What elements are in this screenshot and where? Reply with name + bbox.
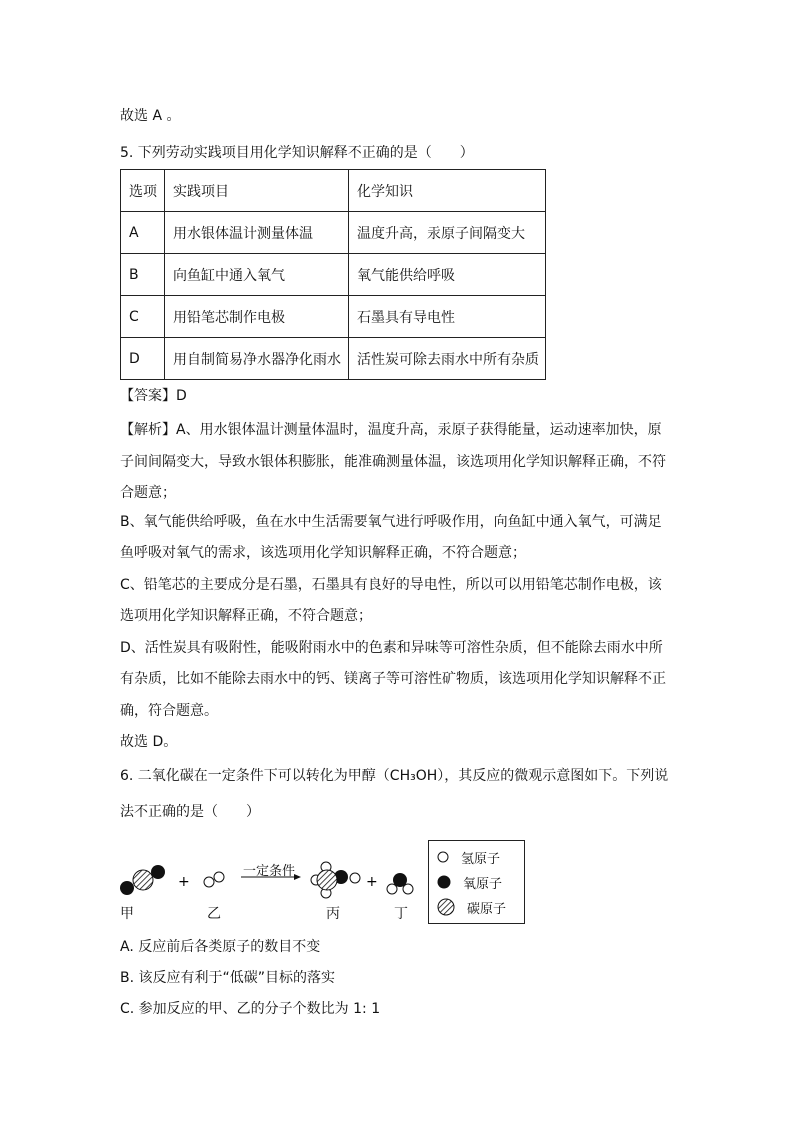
oxygen-atom-icon [437, 875, 451, 889]
analysis-line: 鱼呼吸对氧气的需求，该选项用化学知识解释正确，不符合题意； [120, 545, 526, 561]
question-6-option-a: A. 反应前后各类原子的数目不变 [120, 939, 321, 955]
molecule-label-yi: 乙 [207, 906, 221, 922]
analysis-line: 有杂质，比如不能除去雨水中的钙、镁离子等可溶性矿物质，该选项用化学知识解释不正 [120, 671, 666, 687]
legend-label: 氧原子 [463, 876, 503, 892]
table-cell: 温度升高，汞原子间隔变大 [349, 212, 546, 254]
analysis-line: 确，符合题意。 [120, 703, 218, 719]
analysis-line: 选项用化学知识解释正确，不符合题意； [120, 608, 372, 624]
table-cell: 石墨具有导电性 [349, 296, 546, 338]
legend-item-carbon [437, 897, 506, 917]
molecule-label-ding: 丁 [394, 906, 408, 922]
table-cell: 向鱼缸中通入氧气 [165, 254, 349, 296]
reaction-diagram [115, 840, 425, 930]
question-6-option-b: B. 该反应有利于“低碳”目标的落实 [120, 970, 336, 986]
table-cell: D [121, 338, 165, 380]
question-6-stem-line-2: 法不正确的是（ ） [120, 804, 260, 820]
legend-label: 氢原子 [461, 851, 501, 867]
analysis-line: D、活性炭具有吸附性，能吸附雨水中的色素和异味等可溶性杂质，但不能除去雨水中所 [120, 640, 663, 656]
question-6-stem-line-1: 6. 二氧化碳在一定条件下可以转化为甲醇（CH₃OH），其反应的微观示意图如下。下列说 [120, 768, 669, 784]
hydrogen-atom-icon [437, 851, 449, 863]
plus-sign: + [366, 874, 378, 890]
table-cell: A [121, 212, 165, 254]
analysis-line: 子间间隔变大，导致水银体积膨胀，能准确测量体温，该选项用化学知识解释正确，不符 [120, 454, 666, 470]
table-cell: 用自制简易净水器净化雨水 [165, 338, 349, 380]
h2-molecule [204, 872, 224, 887]
table-cell: 用铅笔芯制作电极 [165, 296, 349, 338]
question-5-stem: 5. 下列劳动实践项目用化学知识解释不正确的是（ ） [120, 145, 474, 161]
carbon-atom-icon [437, 898, 455, 916]
table-cell: 氧气能供给呼吸 [349, 254, 546, 296]
question-5-conclusion: 故选 D。 [120, 734, 178, 750]
table-cell: B [121, 254, 165, 296]
question-6-option-c: C. 参加反应的甲、乙的分子个数比为 1: 1 [120, 1001, 381, 1017]
table-header-cell: 选项 [121, 170, 165, 212]
plus-sign: + [178, 874, 190, 890]
question-5-options-table [120, 169, 546, 380]
h2o-molecule [387, 873, 413, 894]
analysis-label: 【解析】 [120, 422, 176, 438]
table-header-row [121, 170, 546, 212]
table-header-cell: 化学知识 [349, 170, 546, 212]
legend-item-oxygen [437, 872, 502, 892]
legend-label: 碳原子 [467, 901, 507, 917]
table-cell: C [121, 296, 165, 338]
table-row [121, 254, 546, 296]
question-5-answer: 【答案】D [120, 388, 187, 404]
analysis-line [120, 420, 662, 440]
previous-answer-conclusion: 故选 A 。 [120, 108, 181, 124]
table-header-cell: 实践项目 [165, 170, 349, 212]
ch3oh-molecule [311, 862, 360, 898]
legend-item-hydrogen [437, 847, 500, 867]
analysis-line: C、铅笔芯的主要成分是石墨，石墨具有良好的导电性，所以可以用铅笔芯制作电极，该 [120, 577, 662, 593]
molecule-label-bing: 丙 [326, 906, 340, 922]
arrow-condition-label: 一定条件 [243, 864, 296, 879]
table-cell: 活性炭可除去雨水中所有杂质 [349, 338, 546, 380]
table-row [121, 296, 546, 338]
analysis-line: B、氧气能供给呼吸，鱼在水中生活需要氧气进行呼吸作用，向鱼缸中通入氧气，可满足 [120, 514, 662, 530]
co2-molecule [120, 865, 165, 895]
table-row [121, 212, 546, 254]
table-cell: 用水银体温计测量体温 [165, 212, 349, 254]
analysis-line: 合题意； [120, 485, 176, 501]
atom-legend [428, 840, 525, 924]
table-row [121, 338, 546, 380]
analysis-text: A、用水银体温计测量体温时，温度升高，汞原子获得能量，运动速率加快，原 [176, 422, 662, 438]
molecule-label-jia: 甲 [120, 906, 134, 922]
